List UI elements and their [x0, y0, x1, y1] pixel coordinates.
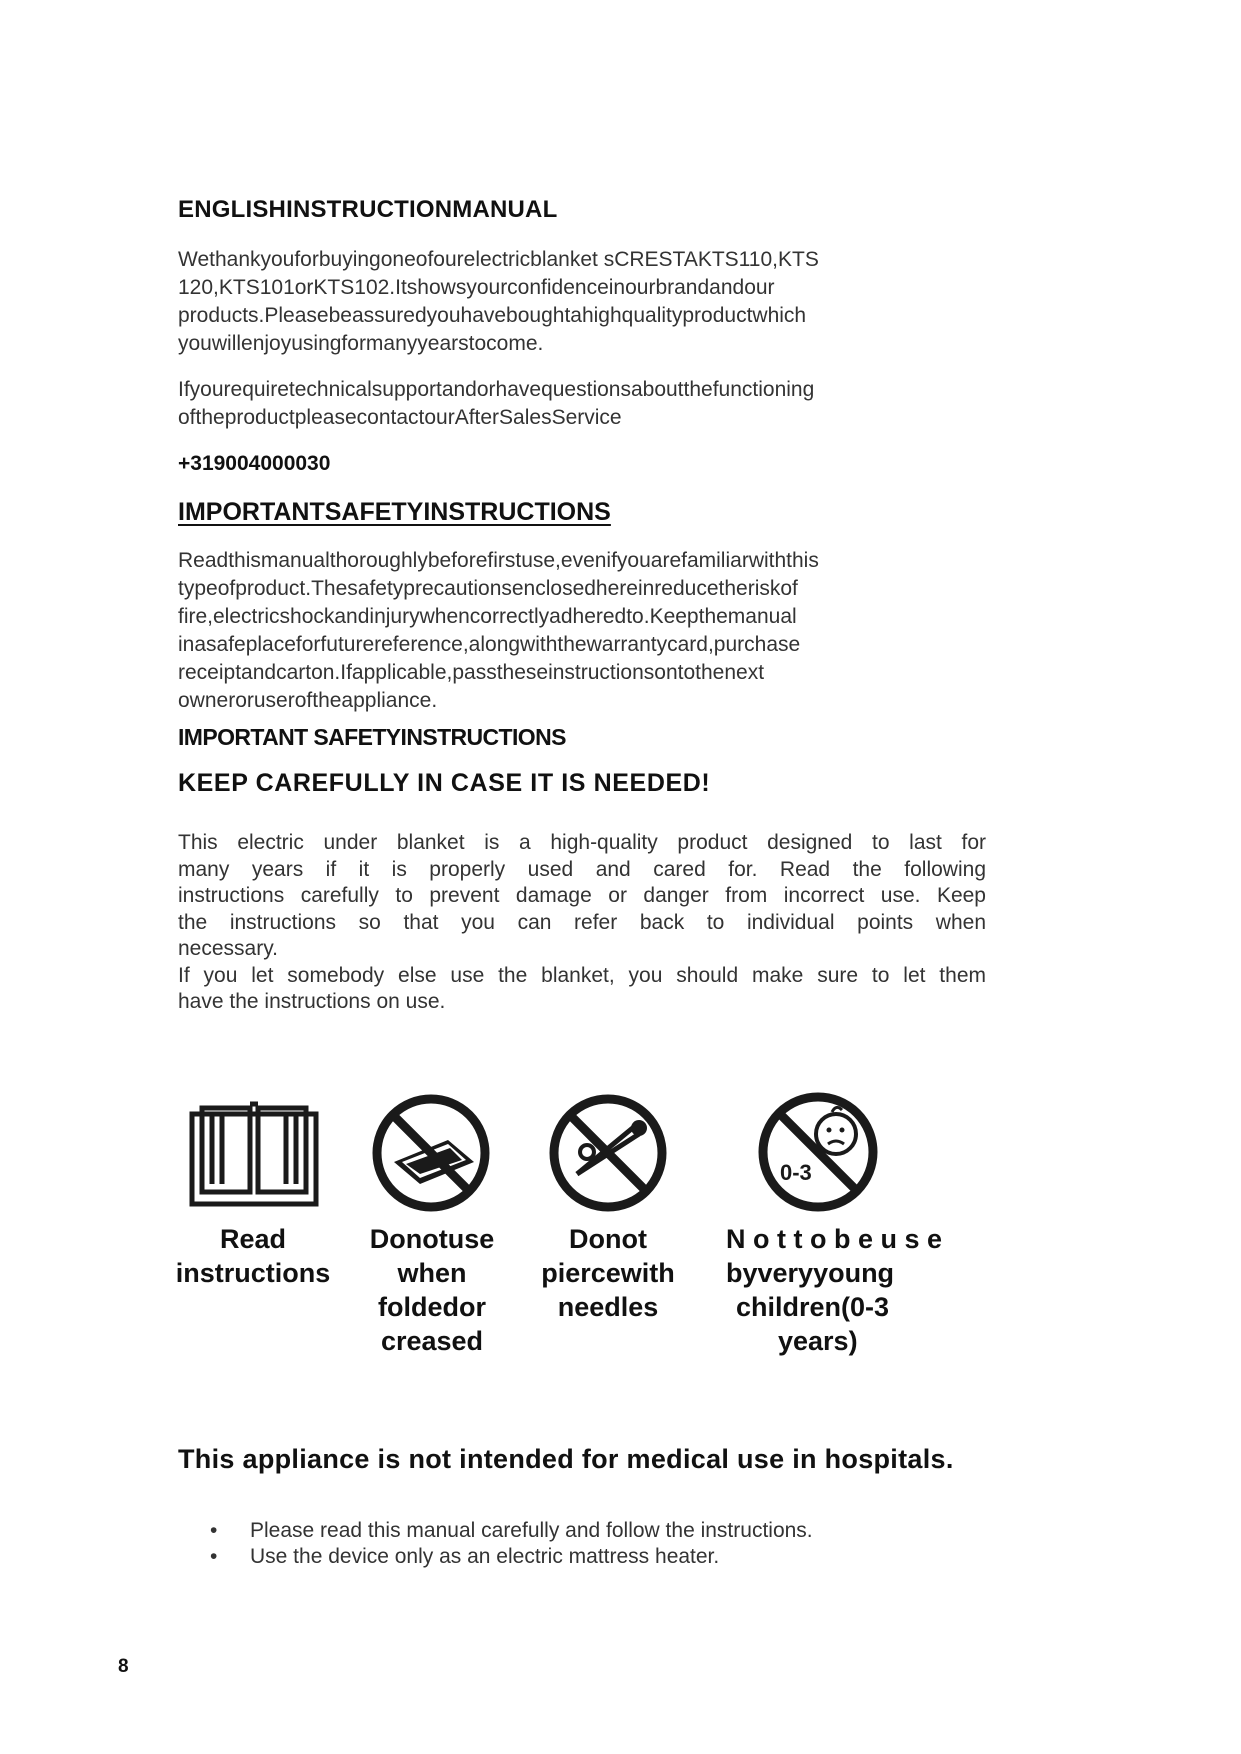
blanket-line: many years if it is properly used and cared for. Read the following: [178, 857, 986, 881]
keep-carefully-heading: KEEP CAREFULLY IN CASE IT IS NEEDED!: [178, 769, 711, 797]
list-item: [210, 1544, 813, 1570]
intro-line: 120,KTS101orKTS102.Itshowsyourconfidenceinourbrandandour: [178, 276, 775, 299]
age-badge: 0-3: [780, 1160, 812, 1185]
no-children-icon: [756, 1090, 880, 1214]
blanket-paragraph: [178, 830, 986, 1016]
icon-label-line: years): [778, 1326, 858, 1356]
safety-line: Readthismanualthoroughlybeforefirstuse,evenifyouarefamiliarwiththis: [178, 549, 819, 572]
icon-label-do-not-fold: [350, 1222, 514, 1358]
blanket-line: This electric under blanket is a high-quality product designed to last for: [178, 831, 986, 854]
bullet-symbol: •: [210, 1519, 218, 1542]
intro-paragraph: [178, 246, 998, 358]
support-paragraph: [178, 376, 998, 432]
icon-label-no-needles: [522, 1222, 694, 1324]
bullet-text: Please read this manual carefully and follow the instructions.: [250, 1519, 813, 1542]
no-folding-icon: [370, 1092, 492, 1214]
manual-title: ENGLISHINSTRUCTIONMANUAL: [178, 196, 558, 223]
page-number: 8: [118, 1656, 129, 1677]
icon-label-line: N o t t o b e u s e: [726, 1224, 943, 1254]
icon-label-line: byveryyoung: [726, 1258, 895, 1288]
safety-line: typeofproduct.Thesafetyprecautionsenclosedhereinreducetheriskof: [178, 577, 798, 600]
support-line: oftheproductpleasecontactourAfterSalesService: [178, 406, 622, 429]
blanket-line: instructions carefully to prevent damage or danger from incorrect use. Keep: [178, 884, 986, 907]
icon-label-line: piercewith: [541, 1258, 675, 1288]
icon-label-read-instructions: [168, 1222, 338, 1290]
icon-label-line: Donotuse: [369, 1224, 495, 1254]
safety-heading-underlined: IMPORTANTSAFETYINSTRUCTIONS: [178, 498, 611, 526]
safety-line: fire,electricshockandinjurywhencorrectlyadheredto.Keepthemanual: [178, 605, 797, 628]
bullet-symbol: •: [210, 1545, 218, 1568]
support-line: Ifyourequiretechnicalsupportandorhavequestionsaboutthefunctioning: [178, 378, 815, 401]
icon-label-line: instructions: [175, 1258, 331, 1288]
safety-line: inasafeplaceforfuturereference,alongwiththewarrantycard,purchase: [178, 633, 801, 656]
safety-line: owneroruseroftheappliance.: [178, 689, 438, 712]
intro-line: youwillenjoyusingformanyyearstocome.: [178, 332, 544, 355]
blanket-line: the instructions so that you can refer back to individual points when: [178, 910, 986, 934]
book-icon: [188, 1096, 320, 1208]
safety-heading-2: IMPORTANT SAFETYINSTRUCTIONS: [178, 724, 566, 750]
icon-label-line: Donot: [569, 1224, 647, 1254]
intro-line: products.Pleasebeassuredyouhaveboughtahighqualityproductwhich: [178, 304, 807, 327]
bullet-text: Use the device only as an electric mattress heater.: [250, 1545, 720, 1568]
blanket-line: necessary.: [178, 937, 278, 960]
medical-use-notice: This appliance is not intended for medical use in hospitals.: [178, 1444, 954, 1474]
safety-line: receiptandcarton.Ifapplicable,passtheseinstructionsontothenext: [178, 661, 765, 684]
blanket-line: have the instructions on use.: [178, 990, 446, 1013]
safety-paragraph: [178, 547, 998, 715]
blanket-line: If you let somebody else use the blanket, you should make sure to let them: [178, 963, 986, 987]
icon-label-no-children: [726, 1222, 946, 1358]
list-item: [210, 1518, 813, 1544]
icon-label-line: when: [397, 1258, 467, 1288]
icon-label-line: Read: [219, 1224, 287, 1254]
bullet-list: [210, 1518, 813, 1570]
support-phone-number: +319004000030: [178, 452, 331, 475]
no-pins-icon: [547, 1092, 669, 1214]
intro-line: Wethankyouforbuyingoneofourelectricblanket sCRESTAKTS110,KTS: [178, 248, 819, 271]
icon-label-line: foldedor: [378, 1292, 486, 1322]
icon-label-line: needles: [557, 1292, 659, 1322]
icon-label-line: children(0-3: [736, 1292, 890, 1322]
icon-label-line: creased: [380, 1326, 484, 1356]
